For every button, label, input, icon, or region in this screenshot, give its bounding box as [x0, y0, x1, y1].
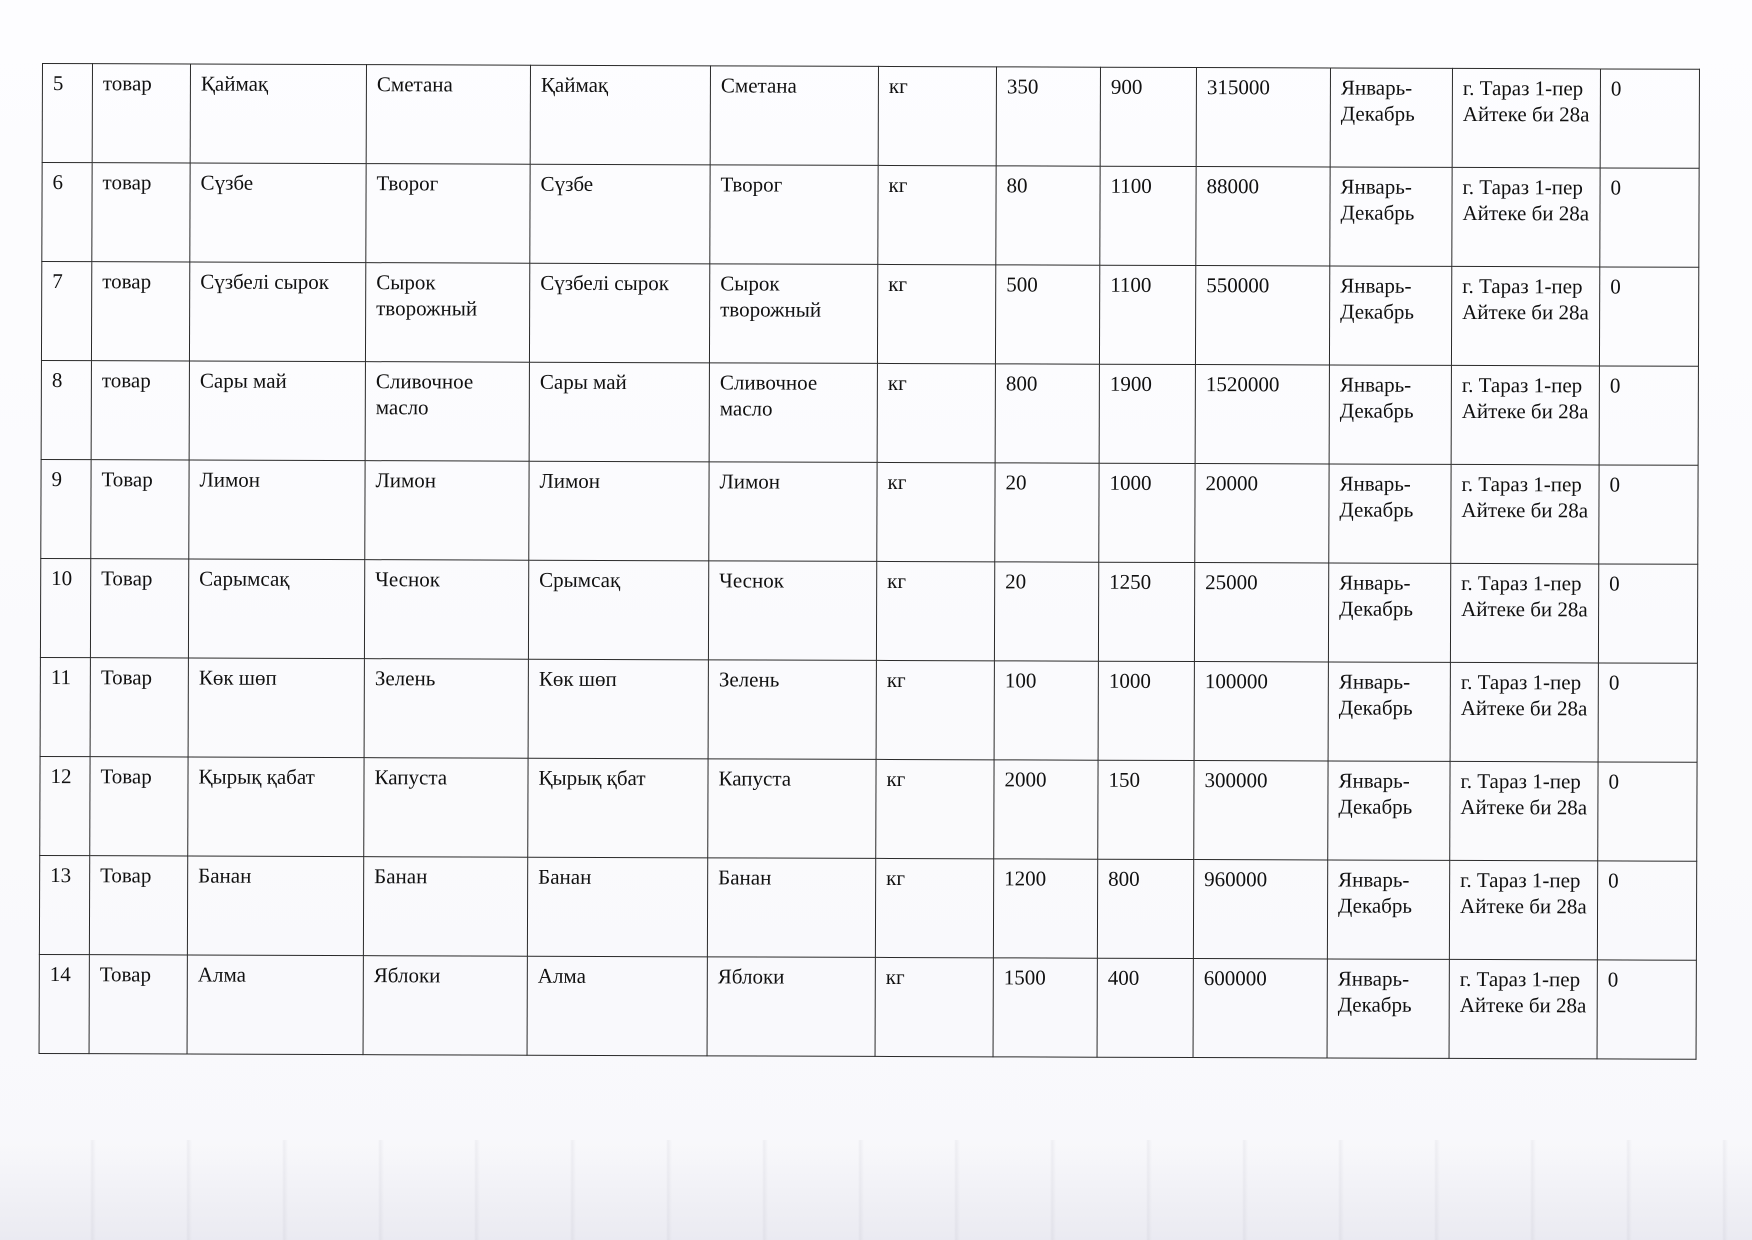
- delivery-place-cell: г. Тараз 1-пер Айтеке би 28а: [1451, 365, 1599, 465]
- delivery-period-cell: Январь-Декабрь: [1329, 464, 1451, 563]
- advance-payment-cell: 0: [1598, 564, 1697, 663]
- total-sum-cell: 300000: [1194, 761, 1328, 860]
- item-type-cell: Товар: [89, 955, 187, 1054]
- unit-price-cell: 1900: [1099, 364, 1195, 463]
- quantity-cell: 20: [994, 562, 1098, 661]
- advance-payment-cell: 0: [1599, 366, 1698, 465]
- quantity-cell: 1200: [993, 859, 1097, 958]
- total-sum-cell: 315000: [1196, 68, 1330, 167]
- unit-cell: кг: [876, 561, 994, 660]
- item-type-cell: Товар: [91, 460, 189, 559]
- name-kazakh-cell: Сүзбелі сырок: [189, 262, 365, 362]
- delivery-place-cell: г. Тараз 1-пер Айтеке би 28а: [1451, 266, 1599, 366]
- table-row: [40, 558, 1697, 663]
- description-kazakh-cell: Лимон: [529, 461, 709, 561]
- advance-payment-cell: 0: [1598, 762, 1697, 861]
- description-russian-cell: Сливочное масло: [709, 363, 877, 463]
- unit-price-cell: 150: [1098, 760, 1194, 859]
- name-russian-cell: Лимон: [365, 461, 529, 561]
- description-kazakh-cell: Срымсақ: [528, 560, 708, 660]
- name-kazakh-cell: Алма: [187, 955, 363, 1055]
- row-number-cell: 11: [40, 657, 90, 756]
- scan-artifact-strip: [0, 1140, 1752, 1240]
- table-row: [41, 262, 1698, 367]
- advance-payment-cell: 0: [1597, 960, 1696, 1059]
- unit-cell: кг: [877, 264, 995, 363]
- delivery-period-cell: Январь-Декабрь: [1330, 167, 1452, 266]
- row-number-cell: 5: [42, 64, 92, 163]
- table-row: [41, 360, 1698, 465]
- quantity-cell: 800: [995, 364, 1099, 463]
- unit-cell: кг: [877, 363, 995, 462]
- quantity-cell: 20: [995, 463, 1099, 562]
- description-kazakh-cell: Алма: [527, 956, 707, 1056]
- name-kazakh-cell: Лимон: [189, 460, 365, 560]
- delivery-period-cell: Январь-Декабрь: [1329, 266, 1451, 365]
- table-body: [39, 64, 1699, 1060]
- row-number-cell: 6: [42, 163, 92, 262]
- item-type-cell: Товар: [89, 856, 187, 955]
- quantity-cell: 80: [996, 166, 1100, 265]
- description-kazakh-cell: Сүзбе: [530, 164, 710, 264]
- description-kazakh-cell: Сүзбелі сырок: [529, 263, 709, 363]
- delivery-period-cell: Январь-Декабрь: [1329, 365, 1451, 464]
- item-type-cell: Товар: [90, 658, 188, 757]
- total-sum-cell: 20000: [1195, 464, 1329, 563]
- delivery-period-cell: Январь-Декабрь: [1327, 860, 1449, 959]
- item-type-cell: Товар: [90, 559, 188, 658]
- delivery-place-cell: г. Тараз 1-пер Айтеке би 28а: [1450, 761, 1598, 861]
- unit-cell: кг: [878, 66, 996, 165]
- name-kazakh-cell: Сарымсақ: [188, 559, 364, 659]
- advance-payment-cell: 0: [1599, 465, 1698, 564]
- row-number-cell: 9: [41, 459, 91, 558]
- name-kazakh-cell: Банан: [187, 856, 363, 956]
- item-type-cell: товар: [92, 64, 190, 163]
- total-sum-cell: 550000: [1195, 266, 1329, 365]
- advance-payment-cell: 0: [1599, 267, 1698, 366]
- row-number-cell: 14: [39, 954, 89, 1053]
- unit-cell: кг: [876, 660, 994, 759]
- unit-cell: кг: [877, 462, 995, 561]
- delivery-place-cell: г. Тараз 1-пер Айтеке би 28а: [1449, 860, 1597, 960]
- table-row: [40, 657, 1697, 762]
- delivery-place-cell: г. Тараз 1-пер Айтеке би 28а: [1450, 662, 1598, 762]
- total-sum-cell: 1520000: [1195, 365, 1329, 464]
- quantity-cell: 500: [995, 265, 1099, 364]
- name-russian-cell: Яблоки: [363, 956, 527, 1056]
- row-number-cell: 8: [41, 360, 91, 459]
- description-russian-cell: Творог: [710, 165, 878, 265]
- description-russian-cell: Яблоки: [707, 957, 875, 1057]
- description-russian-cell: Чеснок: [708, 561, 876, 661]
- unit-price-cell: 400: [1097, 958, 1193, 1057]
- row-number-cell: 10: [40, 558, 90, 657]
- unit-cell: кг: [878, 165, 996, 264]
- name-kazakh-cell: Қырық қабат: [188, 757, 364, 857]
- name-russian-cell: Творог: [366, 164, 530, 264]
- table-row: [40, 756, 1697, 861]
- unit-price-cell: 1000: [1098, 661, 1194, 760]
- description-russian-cell: Лимон: [709, 462, 877, 562]
- unit-price-cell: 900: [1100, 67, 1196, 166]
- table-row: [39, 855, 1696, 960]
- advance-payment-cell: 0: [1600, 168, 1699, 267]
- total-sum-cell: 25000: [1194, 563, 1328, 662]
- unit-cell: кг: [876, 759, 994, 858]
- table-row: [42, 163, 1699, 268]
- table-row: [41, 459, 1698, 564]
- name-russian-cell: Зелень: [364, 659, 528, 759]
- name-kazakh-cell: Сүзбе: [190, 163, 366, 263]
- description-kazakh-cell: Көк шөп: [528, 659, 708, 759]
- description-russian-cell: Зелень: [708, 660, 876, 760]
- unit-price-cell: 1100: [1099, 265, 1195, 364]
- row-number-cell: 12: [40, 756, 90, 855]
- name-russian-cell: Сырок творожный: [365, 263, 529, 363]
- description-russian-cell: Сырок творожный: [709, 264, 877, 364]
- row-number-cell: 13: [39, 855, 89, 954]
- delivery-period-cell: Январь-Декабрь: [1328, 662, 1450, 761]
- name-kazakh-cell: Сары май: [189, 361, 365, 461]
- unit-cell: кг: [875, 957, 993, 1056]
- name-russian-cell: Капуста: [364, 758, 528, 858]
- item-type-cell: Товар: [90, 757, 188, 856]
- description-russian-cell: Сметана: [710, 66, 878, 166]
- unit-price-cell: 1000: [1099, 463, 1195, 562]
- description-russian-cell: Капуста: [708, 759, 876, 859]
- delivery-place-cell: г. Тараз 1-пер Айтеке би 28а: [1452, 68, 1600, 168]
- advance-payment-cell: 0: [1598, 663, 1697, 762]
- unit-cell: кг: [875, 858, 993, 957]
- table-row: [42, 64, 1699, 169]
- quantity-cell: 350: [996, 67, 1100, 166]
- delivery-period-cell: Январь-Декабрь: [1327, 959, 1449, 1058]
- unit-price-cell: 800: [1097, 859, 1193, 958]
- unit-price-cell: 1100: [1100, 166, 1196, 265]
- procurement-table: [39, 63, 1700, 1060]
- delivery-period-cell: Январь-Декабрь: [1328, 761, 1450, 860]
- delivery-place-cell: г. Тараз 1-пер Айтеке би 28а: [1450, 563, 1598, 663]
- description-kazakh-cell: Банан: [527, 857, 707, 957]
- name-kazakh-cell: Көк шөп: [188, 658, 364, 758]
- delivery-place-cell: г. Тараз 1-пер Айтеке би 28а: [1449, 959, 1597, 1059]
- total-sum-cell: 100000: [1194, 662, 1328, 761]
- total-sum-cell: 88000: [1196, 167, 1330, 266]
- name-russian-cell: Сметана: [366, 65, 530, 165]
- delivery-place-cell: г. Тараз 1-пер Айтеке би 28а: [1452, 167, 1600, 267]
- item-type-cell: товар: [91, 361, 189, 460]
- item-type-cell: товар: [92, 163, 190, 262]
- quantity-cell: 1500: [993, 958, 1097, 1057]
- total-sum-cell: 600000: [1193, 959, 1327, 1058]
- delivery-period-cell: Январь-Декабрь: [1330, 68, 1452, 167]
- description-russian-cell: Банан: [707, 858, 875, 958]
- table-row: [39, 954, 1696, 1059]
- name-russian-cell: Банан: [363, 857, 527, 957]
- description-kazakh-cell: Қырық қбат: [528, 758, 708, 858]
- quantity-cell: 100: [994, 661, 1098, 760]
- delivery-place-cell: г. Тараз 1-пер Айтеке би 28а: [1451, 464, 1599, 564]
- name-kazakh-cell: Қаймақ: [190, 64, 366, 164]
- name-russian-cell: Чеснок: [364, 560, 528, 660]
- unit-price-cell: 1250: [1098, 562, 1194, 661]
- total-sum-cell: 960000: [1193, 860, 1327, 959]
- advance-payment-cell: 0: [1597, 861, 1696, 960]
- delivery-period-cell: Январь-Декабрь: [1328, 563, 1450, 662]
- row-number-cell: 7: [41, 262, 91, 361]
- description-kazakh-cell: Қаймақ: [530, 65, 710, 165]
- advance-payment-cell: 0: [1600, 69, 1699, 168]
- item-type-cell: товар: [91, 262, 189, 361]
- description-kazakh-cell: Сары май: [529, 362, 709, 462]
- name-russian-cell: Сливочное масло: [365, 362, 529, 462]
- quantity-cell: 2000: [994, 760, 1098, 859]
